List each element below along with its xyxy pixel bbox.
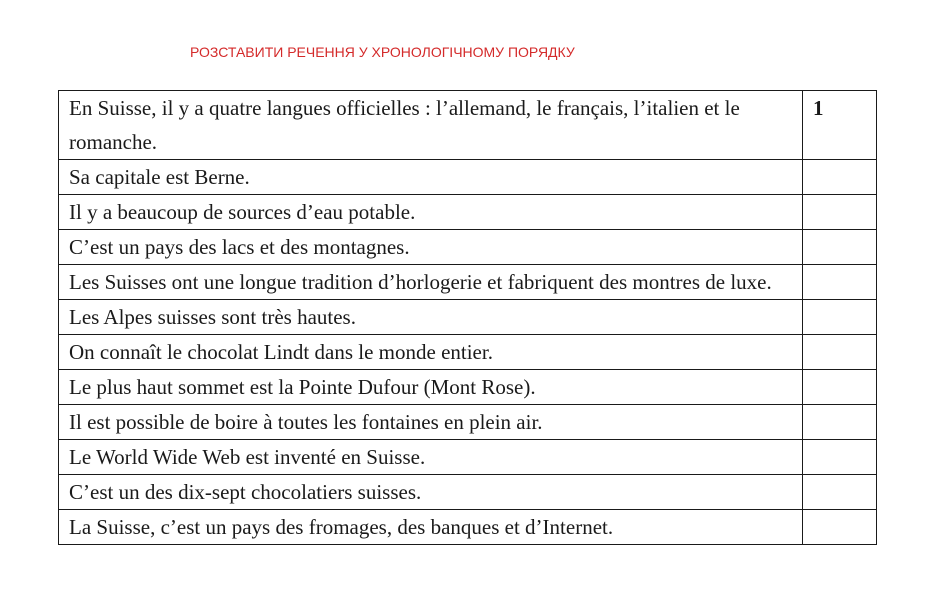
sentence-cell: La Suisse, c’est un pays des fromages, des banques et d’Internet. <box>59 510 803 545</box>
sentence-cell: Les Suisses ont une longue tradition d’horlogerie et fabriquent des montres de luxe. <box>59 265 803 300</box>
sentence-cell: On connaît le chocolat Lindt dans le monde entier. <box>59 335 803 370</box>
table-row <box>59 195 877 230</box>
sentence-cell: C’est un des dix-sept chocolatiers suisses. <box>59 475 803 510</box>
sentence-cell: Il y a beaucoup de sources d’eau potable. <box>59 195 803 230</box>
table-row <box>59 335 877 370</box>
order-number-cell[interactable] <box>803 335 877 370</box>
order-number-cell[interactable] <box>803 265 877 300</box>
table-row <box>59 405 877 440</box>
table-row <box>59 370 877 405</box>
order-number-cell[interactable] <box>803 300 877 335</box>
sentence-cell: Il est possible de boire à toutes les fontaines en plein air. <box>59 405 803 440</box>
order-number-cell[interactable] <box>803 440 877 475</box>
order-number-cell[interactable] <box>803 405 877 440</box>
sentence-cell: Sa capitale est Berne. <box>59 160 803 195</box>
order-number-cell[interactable] <box>803 370 877 405</box>
order-number-cell[interactable] <box>803 230 877 265</box>
sentence-cell: C’est un pays des lacs et des montagnes. <box>59 230 803 265</box>
sentence-cell: Le plus haut sommet est la Pointe Dufour (Mont Rose). <box>59 370 803 405</box>
order-number-cell[interactable] <box>803 160 877 195</box>
sentence-cell: Le World Wide Web est inventé en Suisse. <box>59 440 803 475</box>
sentence-cell: En Suisse, il y a quatre langues officielles : l’allemand, le français, l’italien et le romanche. <box>59 91 803 160</box>
table-row <box>59 475 877 510</box>
page-heading: РОЗСТАВИТИ РЕЧЕННЯ У ХРОНОЛОГІЧНОМУ ПОРЯДКУ <box>190 44 575 60</box>
table-row <box>59 265 877 300</box>
sentence-order-table <box>58 90 877 545</box>
order-number-cell[interactable] <box>803 475 877 510</box>
table-row <box>59 160 877 195</box>
table-row <box>59 91 877 160</box>
table-row <box>59 510 877 545</box>
order-number-cell[interactable]: 1 <box>803 91 877 160</box>
table-row <box>59 300 877 335</box>
table-row <box>59 230 877 265</box>
table-row <box>59 440 877 475</box>
order-number-cell[interactable] <box>803 195 877 230</box>
sentence-cell: Les Alpes suisses sont très hautes. <box>59 300 803 335</box>
order-number-cell[interactable] <box>803 510 877 545</box>
